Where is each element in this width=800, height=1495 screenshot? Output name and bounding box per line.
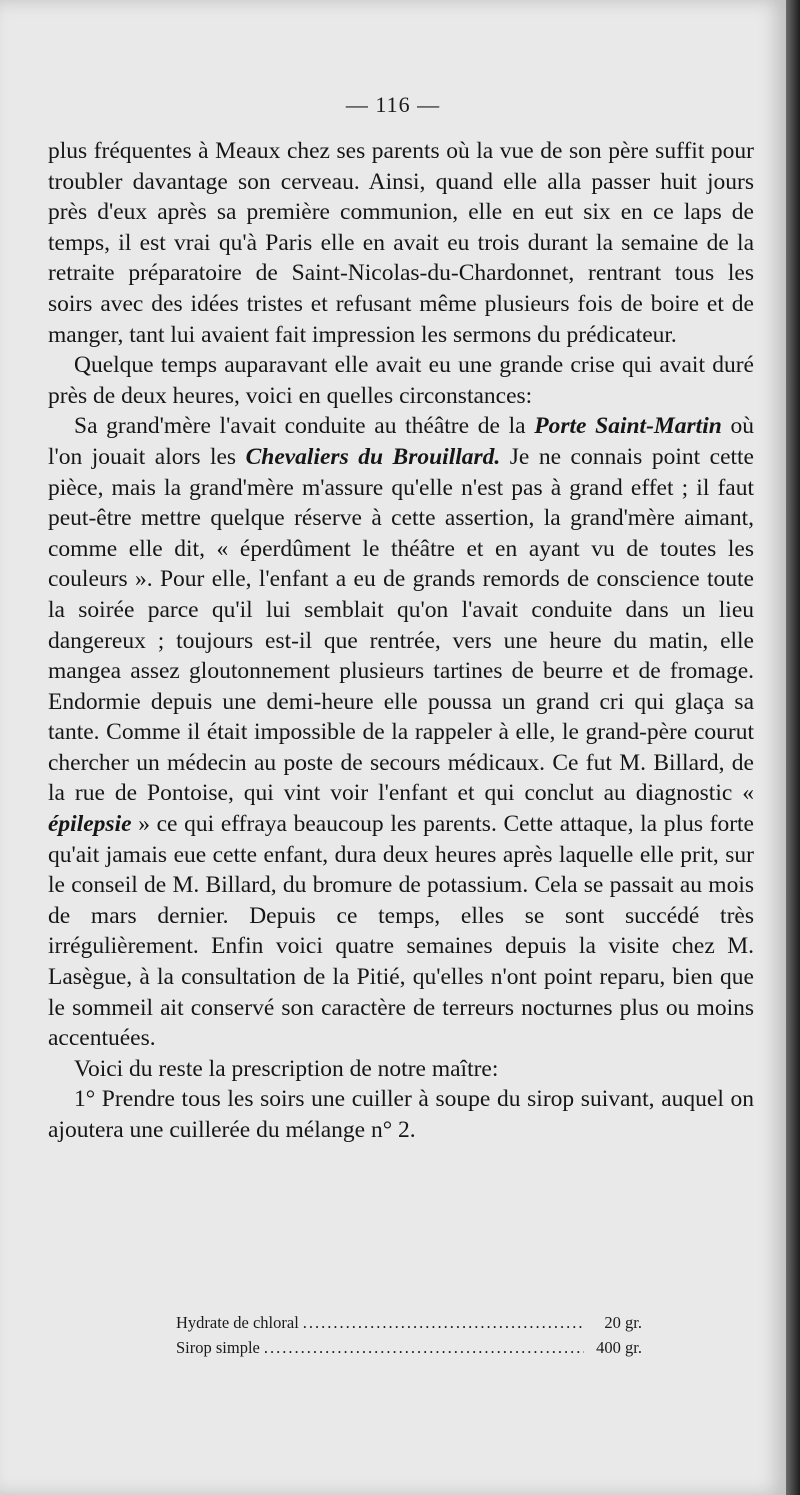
body-text bbox=[48, 136, 754, 1146]
paragraph-3-part-3: Je ne connais point cette pièce, mais la grand'mère m'assure qu'elle n'est pas à grand effet ; il faut peut-être mettre quelque réserve à cette assertion, la grand'mère aimant, comme elle dit, « éperdûment le théâtre et en ayant vu de toutes les couleurs ». Pour elle, l'enfant a eu de grands remords de conscience toute la soirée parce qu'il lui semblait qu'on l'avait conduite dans un lieu dangereux ; toujours est-il que rentrée, vers une heure du matin, elle mangea assez gloutonnement plusieurs tartines de beurre et de fromage. Endormie depuis une demi-heure elle poussa un grand cri qui glaça sa tante. Comme il était impossible de la rappeler à elle, le grand-père courut chercher un médecin au poste de secours médicaux. Ce fut M. Billard, de la rue de Pontoise, qui vint voir l'enfant et qui conclut au diagnostic « bbox=[48, 443, 754, 807]
paragraph-3-part-1: Sa grand'mère l'avait conduite au théâtre de la bbox=[74, 413, 535, 440]
paragraph-3-part-4: » ce qui effraya beaucoup les parents. Cette attaque, la plus forte qu'ait jamais eue cette enfant, dura deux heures après laquelle elle prit, sur le conseil de M. Billard, du bromure de potassium. Cela se passait au mois de mars dernier. Depuis ce temps, elles se sont succédé très irrégulièrement. Enfin voici quatre semaines depuis la visite chez M. Lasègue, à la consultation de la Pitié, qu'elles n'ont point reparu, bien que le sommeil ait conservé son caractère de terreurs nocturnes plus ou moins accentuées. bbox=[48, 811, 754, 1052]
paragraph-3 bbox=[48, 411, 754, 1053]
prescription-row bbox=[176, 1335, 642, 1360]
play-title: Chevaliers du Brouillard. bbox=[245, 443, 501, 470]
prescription-list bbox=[176, 1310, 642, 1360]
page-number: — 116 — bbox=[345, 92, 441, 117]
paragraph-4: Voici du reste la prescription de notre maître: bbox=[74, 1055, 499, 1082]
page-edge-shadow bbox=[786, 0, 800, 1495]
paragraph-2: Quelque temps auparavant elle avait eu une grande crise qui avait duré près de deux heures, voici en quelles circonstances: bbox=[48, 352, 754, 409]
prescription-dose: 400 gr. bbox=[596, 1338, 642, 1357]
prescription-item: Sirop simple bbox=[176, 1338, 260, 1357]
prescription-row bbox=[176, 1310, 642, 1335]
prescription-dose: 20 gr. bbox=[604, 1313, 642, 1332]
dot-leader bbox=[303, 1310, 584, 1335]
prescription-item: Hydrate de chloral bbox=[176, 1313, 299, 1332]
theatre-name: Porte Saint-Martin bbox=[534, 413, 722, 440]
dot-leader bbox=[264, 1335, 584, 1360]
paragraph-1: plus fréquentes à Meaux chez ses parents où la vue de son père suffit pour troubler davantage son cerveau. Ainsi, quand elle alla passer huit jours près d'eux après sa première communion, elle en eut six en ce laps de temps, il est vrai qu'à Paris elle en avait eu trois durant la semaine de la retraite préparatoire de Saint-Nicolas-du-Chardonnet, rentrant tous les soirs avec des idées tristes et refusant même plusieurs fois de boire et de manger, tant lui avaient fait impression les sermons du prédicateur. bbox=[48, 138, 754, 348]
diagnosis-term: épilepsie bbox=[48, 811, 132, 838]
paragraph-3-part-2: où l'on jouait alors les bbox=[48, 413, 755, 470]
paragraph-5: 1° Prendre tous les soirs une cuiller à soupe du sirop suivant, auquel on ajoutera une cuillerée du mélange n° 2. bbox=[48, 1086, 754, 1143]
